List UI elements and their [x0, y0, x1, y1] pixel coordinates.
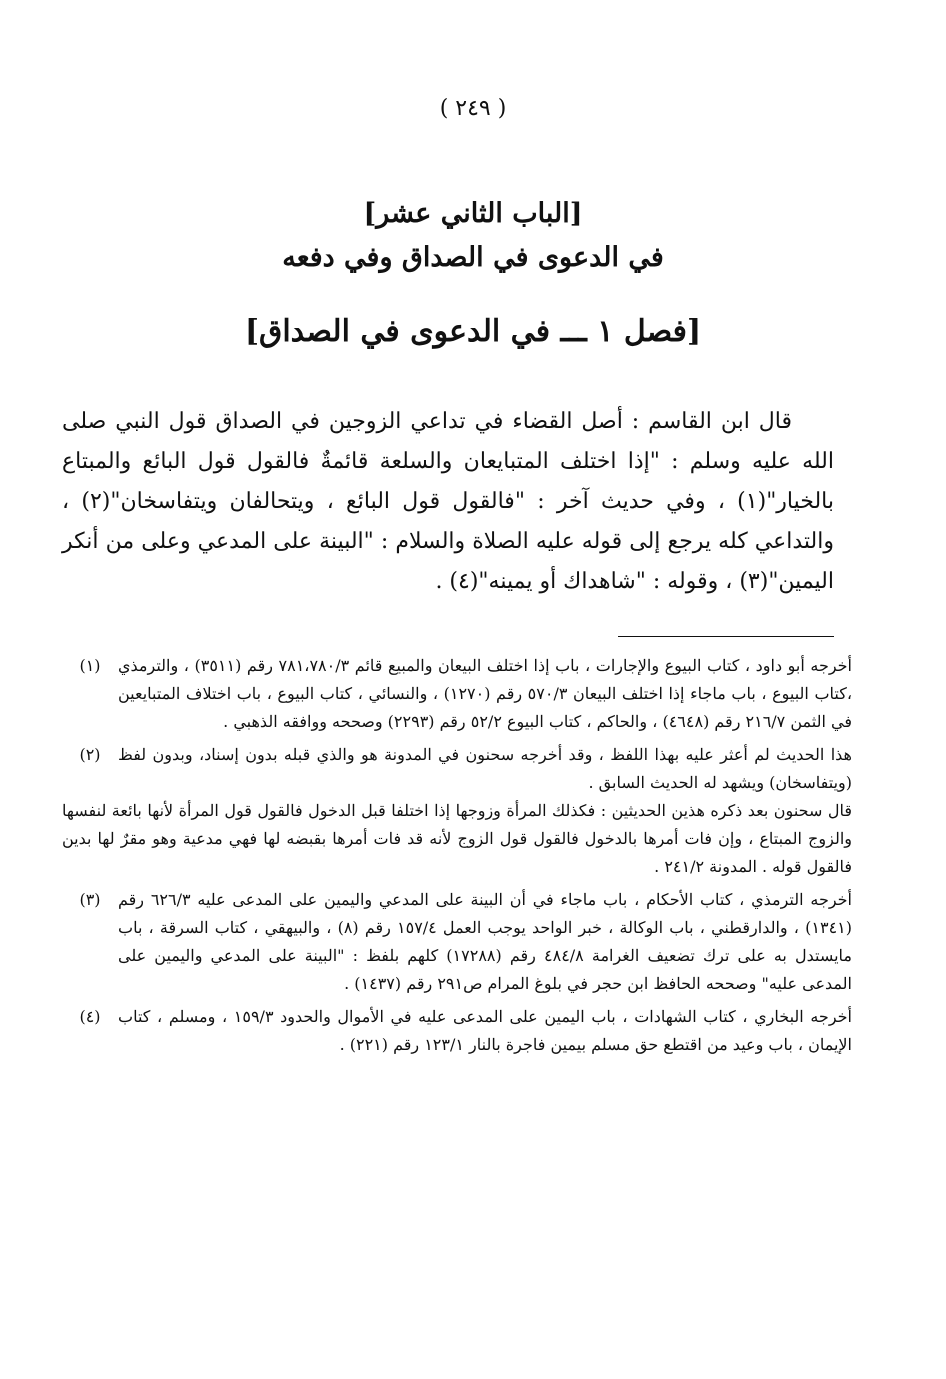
footnote-4	[62, 1003, 852, 1059]
footnote-number: (٢)	[79, 745, 101, 764]
footnote-text: هذا الحديث لم أعثر عليه بهذا اللفظ ، وقد أخرجه سحنون في المدونة هو والذي قبله بدون إسناد، وبدون لفظ (ويتفاسخان) ويشهد له الحديث السابق .	[118, 745, 852, 792]
footnote-divider	[618, 636, 834, 637]
footnote-text: أخرجه الترمذي ، كتاب الأحكام ، باب ماجاء في أن البينة على المدعي واليمين على المدعى عليه ٦٢٦/٣ رقم (١٣٤١) ، والدارقطني ، باب الوكالة ، خبر الواحد يوجب العمل ١٥٧/٤ رقم (٨) ، والبيهقي ، كتاب السرقة ، باب مايستدل به على ترك تضعيف الغرامة ٤٨٤/٨ رقم (١٧٢٨٨) كلهم بلفظ : "البينة على المدعي واليمين على المدعى عليه" وصححه الحافظ ابن حجر في بلوغ المرام ص٢٩١ رقم (١٤٣٧) .	[118, 890, 853, 993]
footnote-text: قال سحنون بعد ذكره هذين الحديثين : فكذلك المرأة وزوجها إذا اختلفا قبل الدخول فالقول قول المرأة لأنها بائعة لنفسها والزوج المبتاع ، وإن فات أمرها بالدخول فالقول قول الزوج لأنه قد فات أمرها بقبضه لها فهي مدعية وهو مقرٌ لها بدين فالقول قوله . المدونة ٢٤١/٢ .	[62, 801, 853, 876]
page-number: ( ٢٤٩ )	[439, 96, 507, 121]
chapter-heading: [الباب الثاني عشر]	[363, 198, 583, 229]
footnote-2	[62, 741, 852, 797]
footnote-text: أخرجه أبو داود ، كتاب البيوع والإجارات ، باب إذا اختلف البيعان والمبيع قائم ٧٨١،٧٨٠/٣ رقم (٣٥١١) ، والترمذي ،كتاب البيوع ، باب ماجاء إذا اختلف البيعان ٥٧٠/٣ رقم (١٢٧٠) ، والنسائي ، كتاب البيوع ، باب اختلاف المتبايعين في الثمن ٢١٦/٧ رقم (٤٦٤٨) ، والحاكم ، كتاب البيوع ٥٢/٢ رقم (٢٢٩٣) وصححه ووافقه الذهبي .	[118, 656, 853, 731]
body-paragraph: قال ابن القاسم : أصل القضاء في تداعي الزوجين في الصداق قول النبي صلى الله عليه وسلم : "إذا اختلف المتبايعان والسلعة قائمةٌ فالقول قول البائع والمبتاع بالخيار"(١) ، وفي حديث آخر : "فالقول قول البائع ، ويتحالفان ويتفاسخان"(٢) ، والتداعي كله يرجع إلى قوله عليه الصلاة والسلام : "البينة على المدعي وعلى من أنكر اليمين"(٣) ، وقوله : "شاهداك أو يمينه"(٤) .	[62, 409, 835, 594]
footnote-number: (٤)	[79, 1007, 101, 1026]
footnotes	[62, 652, 852, 1059]
footnote-number: (١)	[79, 656, 101, 675]
footnote-1	[62, 652, 852, 736]
section-title: [فصل ١ ـــ في الدعوى في الصداق]	[244, 314, 702, 349]
footnote-text: أخرجه البخاري ، كتاب الشهادات ، باب اليمين على المدعى عليه في الأموال والحدود ١٥٩/٣ ، ومسلم ، كتاب الإيمان ، باب وعيد من اقتطع حق مسلم بيمين فاجرة بالنار ١٢٣/١ رقم (٢٢١) .	[118, 1007, 852, 1054]
chapter-title	[0, 192, 946, 280]
footnote-2-continuation	[62, 797, 852, 881]
chapter-subheading: في الدعوى في الصداق وفي دفعه	[282, 242, 664, 273]
footnote-3	[62, 886, 852, 998]
footnote-number: (٣)	[79, 890, 101, 909]
body-text	[62, 402, 834, 602]
